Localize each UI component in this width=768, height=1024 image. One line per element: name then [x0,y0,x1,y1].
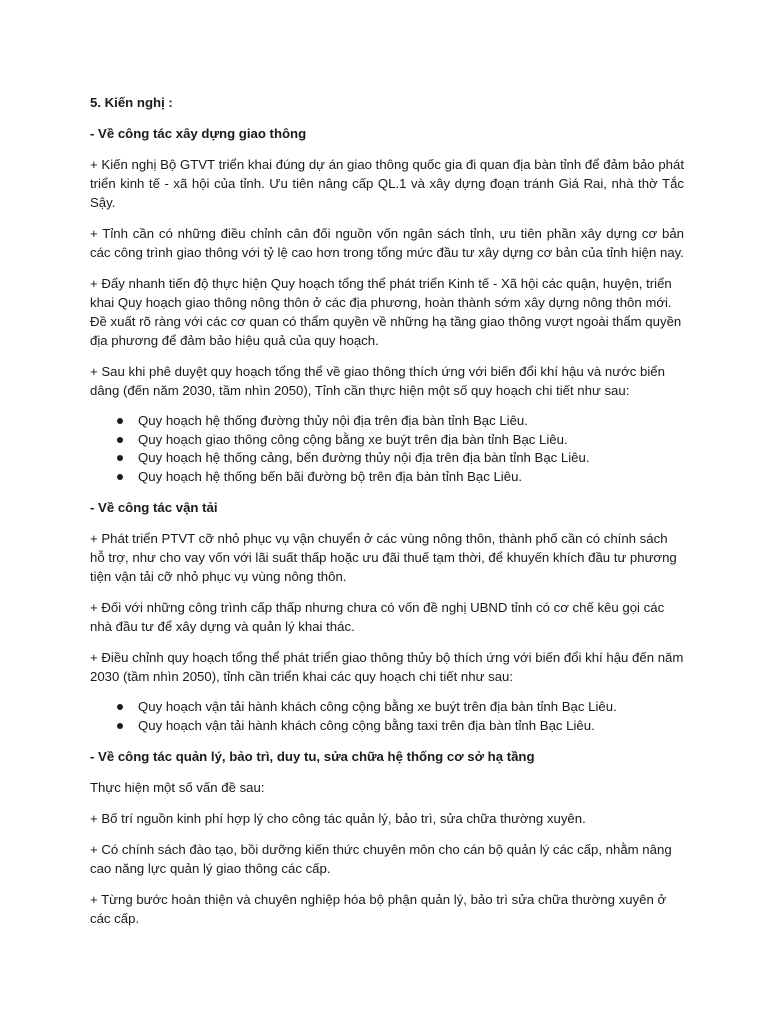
heading-transport: - Về công tác vận tải [90,500,218,515]
list-item [90,431,684,450]
bullet-icon [117,704,123,710]
bullet-icon [117,437,123,443]
bullet-icon [117,455,123,461]
bullet-icon [117,723,123,729]
paragraph: + Phát triển PTVT cỡ nhỏ phục vụ vận chuyển ở các vùng nông thôn, thành phố cần có chính sách hỗ trợ, như cho vay vốn với lãi suất thấp hoặc ưu đãi thuế tạm thời, để khuyến khích đầu tư phương tiện vận tải cỡ nhỏ phục vụ vùng nông thôn. [90,531,677,584]
list-item-text: Quy hoạch hệ thống đường thủy nội địa trên địa bàn tỉnh Bạc Liêu. [138,413,528,428]
list-item-text: Quy hoạch vận tải hành khách công cộng bằng xe buýt trên địa bàn tỉnh Bạc Liêu. [138,699,617,714]
paragraph: + Có chính sách đào tạo, bồi dưỡng kiến thức chuyên môn cho cán bộ quản lý các cấp, nhằm nâng cao năng lực quản lý giao thông các cấp. [90,842,672,876]
bullet-list [90,698,684,735]
list-item-text: Quy hoạch hệ thống bến bãi đường bộ trên địa bàn tỉnh Bạc Liêu. [138,468,523,484]
list-item-text: Quy hoạch giao thông công cộng bằng xe buýt trên địa bàn tỉnh Bạc Liêu. [138,431,568,447]
paragraph: + Điều chỉnh quy hoạch tổng thể phát triển giao thông thủy bộ thích ứng với biến đổi khí hậu đến năm 2030 (tầm nhìn 2050), tỉnh cần triển khai các quy hoạch chi tiết như sau: [90,650,684,684]
paragraph: + Tỉnh cần có những điều chỉnh cân đối nguồn vốn ngân sách tỉnh, ưu tiên phần xây dựng cơ bản các công trình giao thông với tỷ lệ cao hơn trong tổng mức đầu tư xây dựng cơ bản của tỉnh hiện nay. [90,226,684,260]
paragraph: + Từng bước hoàn thiện và chuyên nghiệp hóa bộ phận quản lý, bảo trì sửa chữa thường xuyên ở các cấp. [90,892,667,926]
paragraph: + Kiến nghị Bộ GTVT triển khai đúng dự án giao thông quốc gia đi quan địa bàn tỉnh để đảm bảo phát triển kinh tế - xã hội của tỉnh. Ưu tiên nâng cấp QL.1 và xây dựng đoạn tránh Giá Rai, nhà thờ Tắc Sậy. [90,157,684,210]
list-item [90,468,684,487]
list-item [90,717,684,736]
list-item [90,698,684,717]
list-item [90,449,684,468]
heading-maintenance: - Về công tác quản lý, bảo trì, duy tu, sửa chữa hệ thống cơ sở hạ tầng [90,749,535,764]
list-item-text: Quy hoạch hệ thống cảng, bến đường thủy nội địa trên địa bàn tỉnh Bạc Liêu. [138,450,590,465]
paragraph: + Sau khi phê duyệt quy hoạch tổng thể về giao thông thích ứng với biến đổi khí hậu và nước biển dâng (đến năm 2030, tầm nhìn 2050), Tỉnh cần thực hiện một số quy hoạch chi tiết như sau: [90,364,665,398]
bullet-icon [117,418,123,424]
section-heading-recommendations: 5. Kiến nghị : [90,95,173,110]
paragraph-intro: Thực hiện một số vấn đề sau: [90,780,265,795]
bullet-list [90,412,684,486]
paragraph: + Đối với những công trình cấp thấp nhưng chưa có vốn đề nghị UBND tỉnh có cơ chế kêu gọi các nhà đầu tư để xây dựng và quản lý khai thác. [90,600,665,634]
paragraph: + Bố trí nguồn kinh phí hợp lý cho công tác quản lý, bảo trì, sửa chữa thường xuyên. [90,811,586,826]
bullet-icon [117,474,123,480]
list-item [90,412,684,431]
list-item-text: Quy hoạch vận tải hành khách công cộng bằng taxi trên địa bàn tỉnh Bạc Liêu. [138,717,595,733]
paragraph: + Đẩy nhanh tiến độ thực hiện Quy hoạch tổng thể phát triển Kinh tế - Xã hội các quận, huyện, triển khai Quy hoạch giao thông nông thôn ở các địa phương, hoàn thành sớm xây dựng nông thôn mới. Đề xuất rõ ràng với các cơ quan có thẩm quyền về những hạ tầng giao thông vượt ngoài thẩm quyền địa phương để đảm bảo hiệu quả của quy hoạch. [90,276,682,348]
heading-traffic-construction: - Về công tác xây dựng giao thông [90,126,307,141]
